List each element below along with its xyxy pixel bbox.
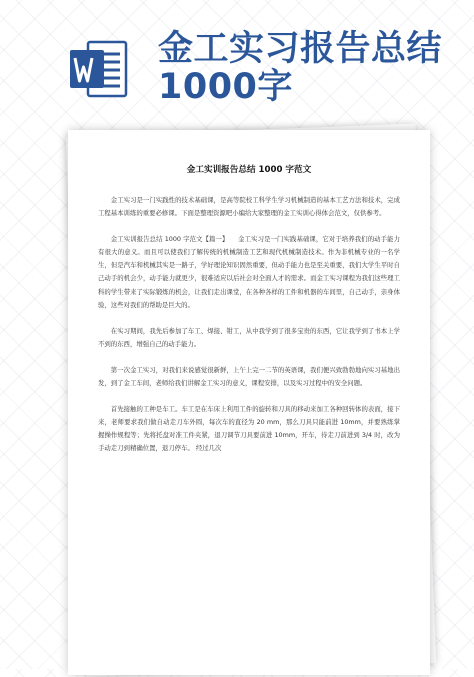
header-banner xyxy=(0,0,474,125)
paragraph: 金工实习是一门实践性的技术基础课，是高等院校工科学生学习机械制造的基本工艺方法和技术，完成工程基本训练的重要必修课。下面是整理资源吧小编给大家整理的金工实训心得体会范文，仅供参考。 xyxy=(98,196,400,218)
page-title xyxy=(158,30,468,106)
paragraph: 在实习期间，我先后参加了车工、焊接、钳工，从中我学到了很多宝贵的东西，它让我学到了书本上学不到的东西，增强自己的动手能力。 xyxy=(98,326,400,348)
paragraph: 首先接触的工种是车工。车工是在车床上利用工件的旋转和刀具的移动来加工各种回转体的表面，接下来，老师要求我们做自动走刀车外圆，每次车的直径为 20 mm，那么刀具只能前进 10mm，并要熟练掌握操作规程等；先将托盘对准工件夹紧，退刀调节刀具要前进 10mm，开车，待走刀前进到 3/4 时，改为手动走刀到精确位置，退刀停车。 经过几次 xyxy=(98,405,400,453)
title-line-1: 金工实习报告总结 xyxy=(158,29,443,69)
document-preview xyxy=(40,124,440,669)
title-line-2: 1000字 xyxy=(158,67,293,107)
word-document-icon xyxy=(68,38,130,100)
document-title: 金工实训报告总结 1000 字范文 xyxy=(186,165,312,175)
paragraph: 金工实训报告总结 1000 字范文【篇一】 金工实习是一门实践基础课，它对于培养我们的动手能力有很大的意义。而且可以使我们了解传统的机械制造工艺和现代机械制造技术。作为非机械专业的一名学生，但是汽车和机械其实是一路子，学好理论知识固然重要，但动手能力也是至关重要，我们大学生平时自己动手的机会少，动手能力就更少，很难适应以后社会对全面人才的需求。而金工实习课程为我们这些理工科的学生带来了实际锻炼的机会，让我们走出课堂，在各种各样的工件和机器的车间里，自己动手，亲身体验，这些对我们的帮助是巨大的。 xyxy=(98,235,400,309)
document-page xyxy=(68,130,430,675)
paragraph: 第一次金工实习，对我们来说感觉很新鲜，上午上完一二节的英语课，我们便兴致勃勃地向实习基地出发，到了金工车间，老师给我们讲解金工实习的意义，课程安排，以及实习过程中的安全问题。 xyxy=(98,365,400,388)
